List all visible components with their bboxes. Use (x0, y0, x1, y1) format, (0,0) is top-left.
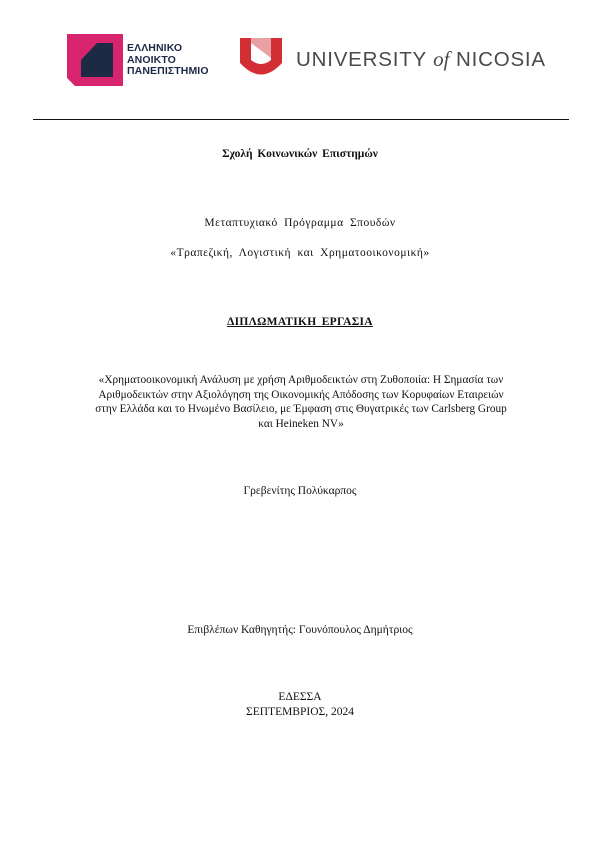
eap-line-2: ΑΝΟΙΚΤΟ (127, 53, 176, 66)
eap-logo-text (127, 43, 237, 78)
author-name: Γρεβενίτης Πολύκαρπος (243, 485, 357, 497)
unic-text-nicosia: NICOSIA (449, 48, 546, 71)
header-logos (0, 30, 600, 90)
unic-shield-icon (240, 38, 282, 82)
program-label: Μεταπτυχιακό Πρόγραμμα Σπουδών (204, 217, 396, 229)
title-line-2: Αριθμοδεικτών στην Αξιολόγηση της Οικονομικής Απόδοσης των Κορυφαίων Εταιρειών (98, 388, 504, 401)
date: ΣΕΠΤΕΜΒΡΙΟΣ, 2024 (246, 706, 354, 718)
hellenic-open-university-logo (67, 34, 227, 86)
eap-line-3: ΠΑΝΕΠΙΣΤΗΜΙΟ (127, 65, 209, 77)
school-name: Σχολή Κοινωνικών Επιστημών (222, 148, 378, 160)
title-line-3: στην Ελλάδα και το Ηνωμένο Βασίλειο, με Έμφαση στις Θυγατρικές των Carlsberg Group (95, 403, 507, 415)
unic-text-of: of (433, 47, 450, 71)
title-line-4: και Heineken NV» (258, 417, 344, 430)
title-line-1: «Χρηματοοικονομική Ανάλυση με χρήση Αριθμοδεικτών στη Ζυθοποιία: Η Σημασία των (98, 374, 504, 386)
program-name: «Τραπεζική, Λογιστική και Χρηματοοικονομική» (170, 247, 430, 259)
header-divider (33, 119, 569, 120)
city: ΕΔΕΣΣΑ (278, 691, 322, 703)
eap-line-1: ΕΛΛΗΝΙΚΟ (127, 42, 183, 54)
eap-logo-icon (67, 34, 123, 86)
supervisor: Επιβλέπων Καθηγητής: Γουνόπουλος Δημήτριος (187, 624, 413, 636)
unic-text-university: UNIVERSITY (296, 48, 434, 71)
thesis-type-heading: ΔΙΠΛΩΜΑΤΙΚΗ ΕΡΓΑΣΙΑ (227, 316, 373, 328)
university-of-nicosia-logo (240, 38, 550, 82)
thesis-title (80, 373, 522, 431)
unic-logo-text (296, 47, 546, 72)
